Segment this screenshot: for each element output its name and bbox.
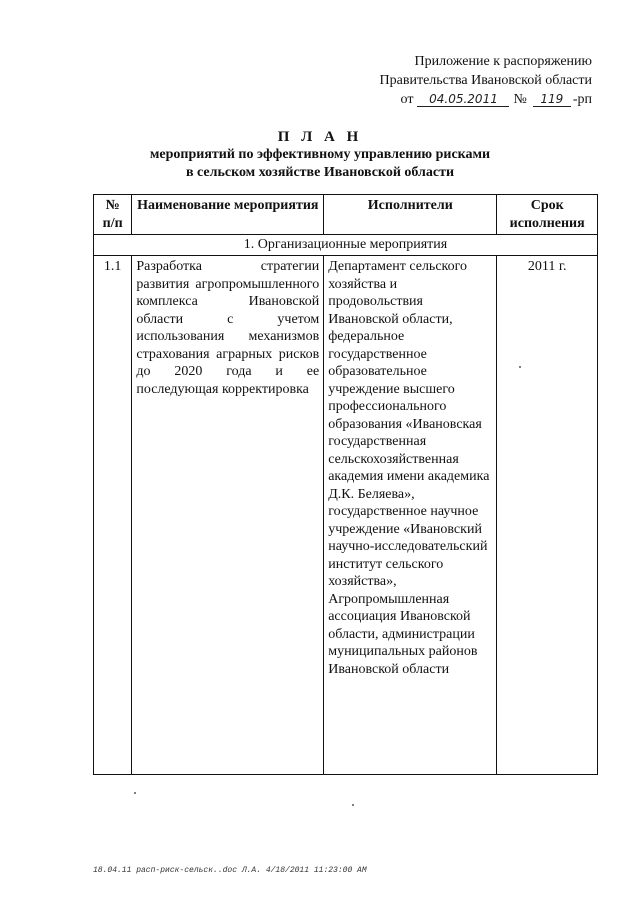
document-title — [0, 128, 640, 182]
section-title: 1. Организационные мероприятия — [94, 235, 598, 256]
plan-heading: П Л А Н — [277, 129, 363, 145]
order-reference — [352, 90, 592, 109]
number-label: № — [513, 92, 527, 107]
title-line-2: в сельском хозяйстве Ивановской области — [185, 165, 455, 180]
scan-speck — [519, 366, 521, 368]
file-footer: 18.04.11 расп-риск-сельск..doc Л.А. 4/18/2011 11:23:00 AM — [93, 866, 367, 875]
header-term: Срок исполнения — [497, 195, 598, 235]
row-num: 1.1 — [94, 256, 132, 775]
plan-table — [93, 194, 598, 775]
appendix-line-1: Приложение к распоряжению — [414, 54, 592, 69]
header-name: Наименование мероприятия — [132, 195, 324, 235]
from-label: от — [400, 92, 414, 107]
scan-speck — [134, 792, 136, 794]
row-name: Разработка стратегии развития агропромышленного комплекса Ивановской области с учетом использования механизмов страхования аграрных рисков до 2020 года и ее последующая корректировка — [132, 256, 324, 775]
row-term: 2011 г. — [497, 256, 598, 775]
header-num: № п/п — [94, 195, 132, 235]
appendix-header — [352, 52, 592, 109]
table-header-row — [94, 195, 598, 235]
order-suffix: -рп — [572, 92, 592, 107]
row-executors: Департамент сельского хозяйства и продовольствия Ивановской области, федеральное государственное образовательное учреждение высшего профессионального образования «Ивановская государственная сельскохозяйственная академия имени академика Д.К. Беляева», государственное научное учреждение «Ивановский научно-исследовательский институт сельского хозяйства», Агропромышленная ассоциация Ивановской области, администрации муниципальных районов Ивановской области — [324, 256, 497, 775]
handwritten-number: 119 — [533, 92, 571, 107]
section-row — [94, 235, 598, 256]
table-row — [94, 256, 598, 775]
appendix-line-2: Правительства Ивановской области — [379, 73, 592, 88]
header-executors: Исполнители — [324, 195, 497, 235]
handwritten-date: 04.05.2011 — [417, 92, 509, 107]
scan-speck — [352, 804, 354, 806]
title-line-1: мероприятий по эффективному управлению рисками — [149, 147, 491, 162]
